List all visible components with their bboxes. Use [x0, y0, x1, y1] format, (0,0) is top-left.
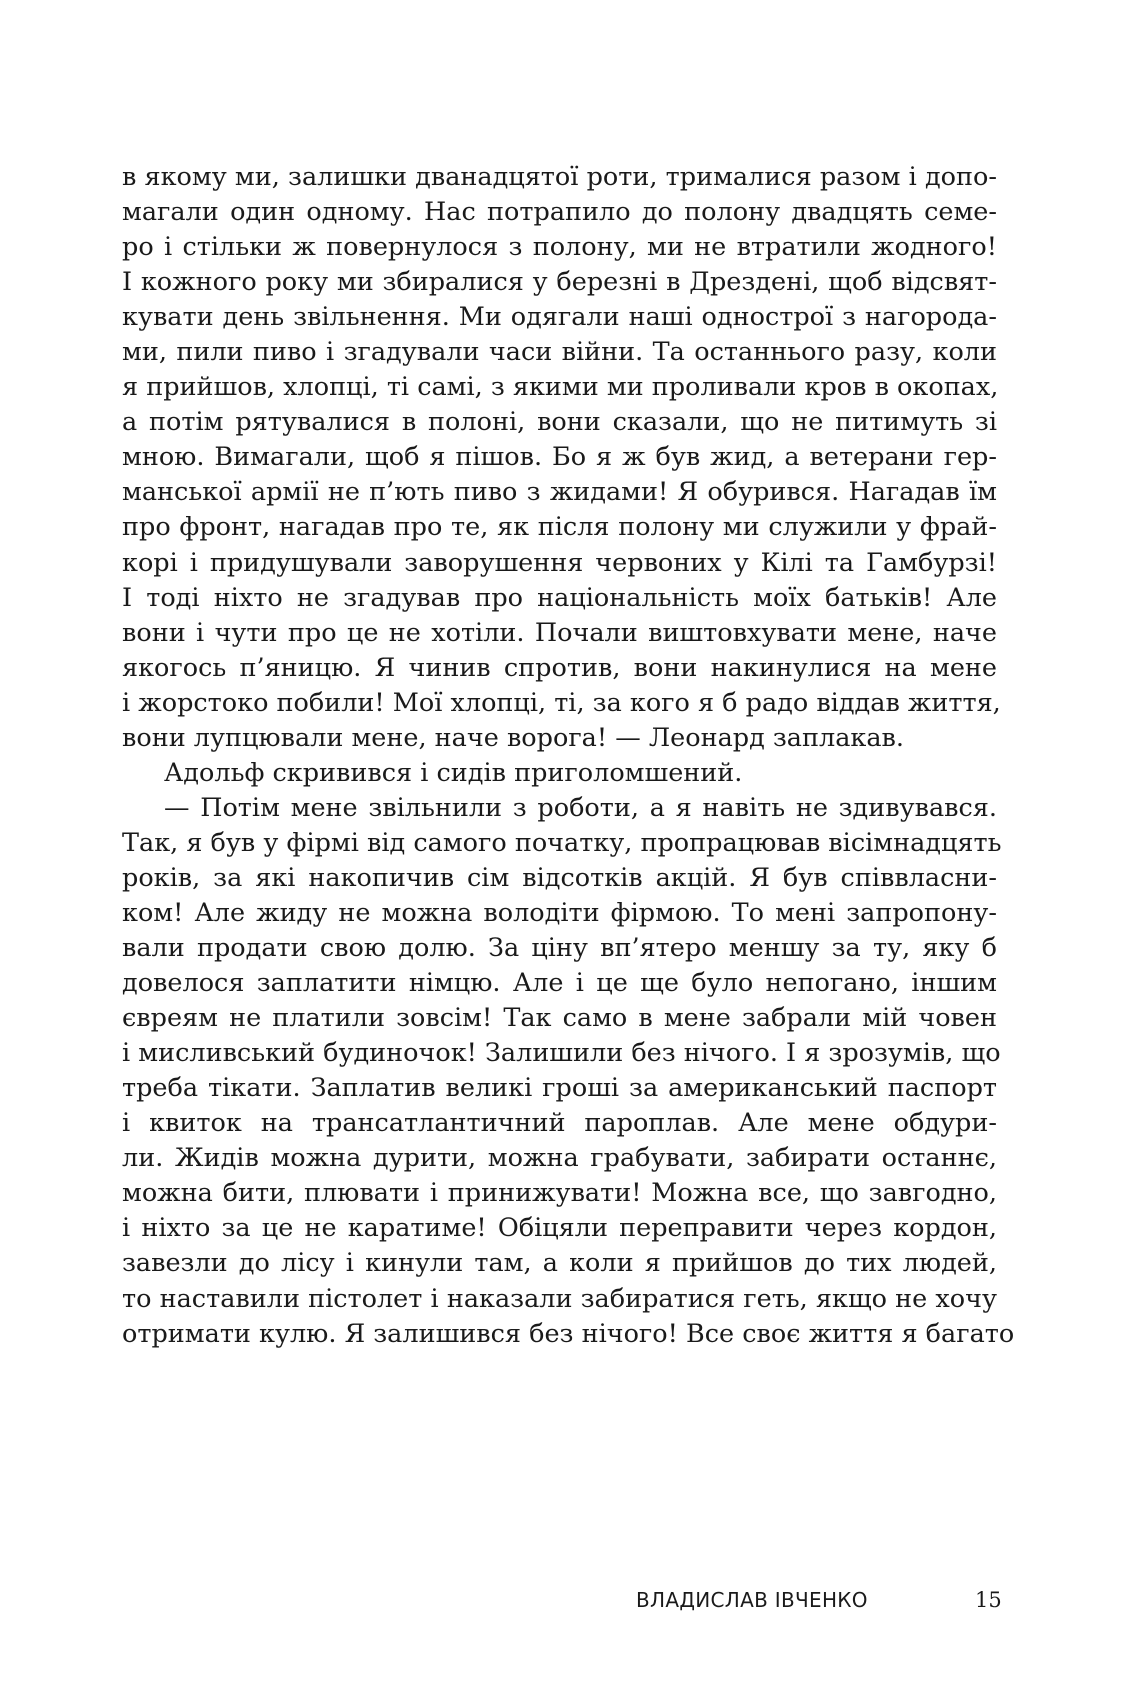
text-line: в якому ми, залишки дванадцятої роти, трималися разом і допо-	[122, 162, 997, 192]
text-line: про фронт, нагадав про те, як після полону ми служили у фрай-	[122, 512, 997, 543]
text-line: вали продати свою долю. За ціну вп’ятеро меншу за ту, яку б	[122, 933, 997, 964]
text-line: корі і придушували заворушення червоних у Кілі та Гамбурзі!	[122, 547, 997, 578]
text-line: ли. Жидів можна дурити, можна грабувати, забирати останнє,	[122, 1143, 997, 1174]
text-line: євреям не платили зовсім! Так само в мене забрали мій човен	[122, 1003, 997, 1034]
text-line: і жорстоко побили! Мої хлопці, ті, за кого я б радо віддав життя,	[122, 687, 1001, 718]
body-text	[122, 160, 1015, 1352]
text-line: можна бити, плювати і принижувати! Можна все, що завгодно,	[122, 1178, 997, 1209]
text-line: я прийшов, хлопці, ті самі, з якими ми проливали кров в окопах,	[122, 372, 999, 403]
text-line: то наставили пістолет і наказали забиратися геть, якщо не хочу	[122, 1283, 997, 1314]
text-line: і мисливський будиночок! Залишили без нічого. І я зрозумів, що	[122, 1038, 1001, 1069]
running-head-author: ВЛАДИСЛАВ ІВЧЕНКО	[636, 1588, 868, 1612]
text-line: отримати кулю. Я залишився без нічого! Все своє життя я багато	[122, 1318, 1015, 1349]
text-line: довелося заплатити німцю. Але і це ще було непогано, іншим	[122, 968, 997, 999]
page-number: 15	[975, 1588, 1002, 1612]
text-line: ком! Але жиду не можна володіти фірмою. То мені запропону-	[122, 897, 997, 928]
text-line: ми, пили пиво і згадували часи війни. Та останнього разу, коли	[122, 337, 997, 368]
text-line: кувати день звільнення. Ми одягали наші однострої з нагорода-	[122, 302, 997, 333]
text-line: ро і стільки ж повернулося з полону, ми не втратили жодного!	[122, 232, 997, 263]
text-line: і квиток на трансатлантичний пароплав. Але мене обдури-	[122, 1108, 997, 1139]
page-footer	[0, 1585, 1142, 1615]
text-line: і ніхто за це не каратиме! Обіцяли переправити через кордон,	[122, 1213, 997, 1244]
text-line: якогось п’яницю. Я чинив спротив, вони накинулися на мене	[122, 652, 997, 683]
text-line: завезли до лісу і кинули там, а коли я прийшов до тих людей,	[122, 1248, 997, 1279]
paragraph-line: Адольф скривився і сидів приголомшений.	[164, 757, 743, 788]
text-line: треба тікати. Заплатив великі гроші за американський паспорт	[122, 1073, 997, 1104]
text-line: вони і чути про це не хотіли. Почали виштовхувати мене, наче	[122, 617, 997, 648]
text-line: магали один одному. Нас потрапило до полону двадцять семе-	[122, 197, 997, 228]
text-line: І кожного року ми збиралися у березні в Дрездені, щоб відсвят-	[122, 267, 997, 298]
text-line: манської армії не п’ють пиво з жидами! Я обурився. Нагадав їм	[122, 477, 997, 508]
text-line: І тоді ніхто не згадував про національність моїх батьків! Але	[122, 582, 997, 613]
text-line: а потім рятувалися в полоні, вони сказали, що не питимуть зі	[122, 407, 997, 438]
text-line: Так, я був у фірмі від самого початку, пропрацював вісімнадцять	[122, 827, 1002, 858]
text-line: вони лупцювали мене, наче ворога! — Леонард заплакав.	[122, 722, 905, 753]
paragraph-first-line: — Потім мене звільнили з роботи, а я навіть не здивувався.	[164, 792, 997, 823]
text-line: мною. Вимагали, щоб я пішов. Бо я ж був жид, а ветерани гер-	[122, 442, 997, 473]
text-line: років, за які накопичив сім відсотків акцій. Я був співвласни-	[122, 862, 997, 893]
